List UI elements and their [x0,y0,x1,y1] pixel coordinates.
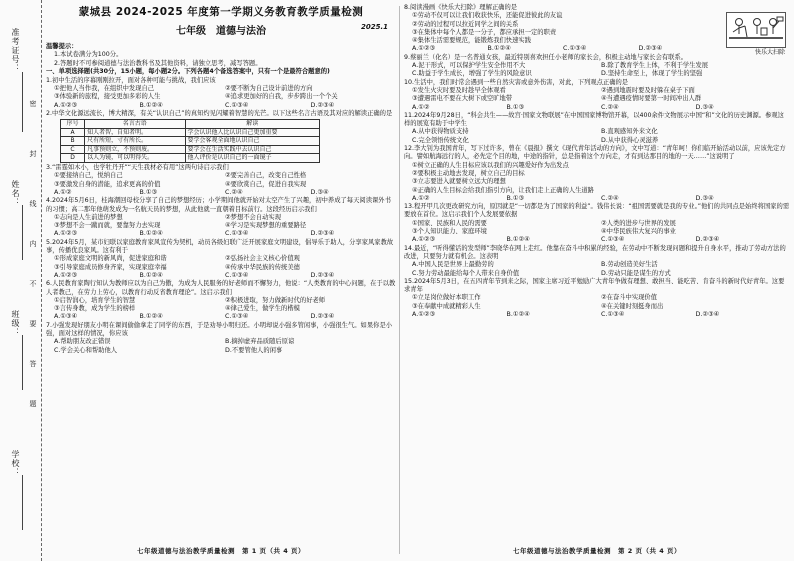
seal-char: 答 [29,360,37,367]
answer-choice[interactable]: B.①②④ [139,101,163,109]
page-divider [399,6,400,554]
option: ③个人知识能力、家庭环境 [412,228,487,236]
page-footer: 七年级道德与法治教学质量检测 第 1 页（共 4 页） [136,547,306,555]
question-3 [46,164,396,197]
answer-choice[interactable]: D.②③④ [638,45,663,53]
question-15 [404,278,790,319]
table-cell: B [61,137,85,146]
option: ①志向是人生前进的梦想 [54,213,123,221]
option: ③遭遇雷电不要在大树下或空旷地带 [412,95,513,103]
answer-choice[interactable]: C.努力劳动最能给每个人带来自身价值 [412,269,520,277]
class-label: 班级： [11,310,20,337]
answer-choice[interactable]: C.①③④ [563,45,587,53]
answer-choice[interactable]: A.①② [412,194,430,202]
question-13 [404,203,790,244]
option: ③立志要进入就要树立远大的理想 [412,178,506,186]
answer-choice[interactable]: B.①③ [139,188,158,196]
binding-strip [0,0,42,561]
answer-choice[interactable]: B.①②④ [139,230,163,238]
answer-choice[interactable]: A.①② [54,188,72,196]
page-2 [404,4,790,557]
table-cell: 凡事预则立，不预则废。 [85,145,185,154]
answer-choice[interactable]: A.①②③ [54,271,78,279]
answer-choice[interactable]: B.直观感知外来文化 [601,128,658,136]
answer-choice[interactable]: A.①②③ [412,45,436,53]
answer-choice[interactable]: D.③④ [695,194,714,202]
answer-choice[interactable]: B.摘掉虚弃品质随后原谅 [225,338,295,346]
tips-heading: 温馨提示： [46,43,78,50]
answer-choice[interactable]: C.学会关心和帮助他人 [54,346,118,354]
option: ②弘扬社会主义核心价值观 [225,255,300,263]
question-stem: 7.小强发现好朋友小明在课间偷偷拿走了同学的东西，于是劝导小明归还。小明却说小强多管闲事，小强很生气。如果你是小强，面对这样的情况，你应该 [46,321,393,338]
question-stem: 11.2024年9月28日，“科会共生——故宫·国家文物联展”在中国国家博物馆开幕，以400余件文物展示中国“和”文化的历史渊源。参观这样的展览有助于中学生 [404,111,784,128]
answer-choice[interactable]: A.中国人民是世界上最勤劳的 [412,261,494,269]
option: ①立足岗位做好本职工作 [412,294,481,302]
answer-choice[interactable]: D.③④ [695,103,714,111]
option: ③在奉献中成就精彩人生 [412,302,481,310]
option: ②要完善自己，改变自己性格 [225,172,307,180]
answer-choice[interactable]: B.劳动创造美好生活 [601,261,658,269]
table-cell: D [61,154,85,163]
question-stem: 2.中华文化源远流长，博大精深，有关“认识自己”的真知灼见闪耀着智慧的光芒。以下这些名言古语及其对应的解读正确的是 [46,109,393,117]
school-line [22,475,23,530]
question-6 [46,280,396,321]
answer-choice[interactable]: B.①②④ [506,310,530,318]
question-10 [404,79,790,112]
answer-choice[interactable]: C.完全领悟传统文化 [412,136,469,144]
option: ①把他人当作我，在组织中发现自己 [54,84,155,92]
answer-choice[interactable]: C.①③④ [225,313,249,321]
option: ②劳动的过程可以拉近同学之间的关系 [412,20,519,28]
answer-choice[interactable]: C.②④ [225,188,243,196]
answer-choice[interactable]: D.不要管他人的闲事 [225,346,283,354]
tip-line: 1.本试卷满分为100分。 [54,51,123,59]
option: ②遇到地震时要及时躲在桌子下面 [601,86,695,94]
question-stem: 14.最近，“听得懂话的发型师”李晓华在网上走红。他靠在奋斗中积累的经验，在劳动中不断发现问题和提升自身水平，推动了劳动方法的改进，只要努力就有机会。这表明 [404,244,786,260]
answer-choice[interactable]: B.①③ [506,103,525,111]
answer-choice[interactable]: D.③④ [310,188,329,196]
answer-choice[interactable]: A.帮助朋友改正错误 [54,338,111,346]
answer-choice[interactable]: A.①②③ [412,310,436,318]
option: ①启智润心，培育学生的智慧 [54,296,136,304]
answer-choice[interactable]: C.②④ [601,194,619,202]
exam-title: 蒙城县 2024-2025 年度第一学期义务教育教学质量检测 [78,6,364,18]
answer-choice[interactable]: D.从中获得心灵滋养 [601,136,659,144]
option: ④集体生活需要规范，能锻炼我们快速实践 [412,37,531,45]
answer-choice[interactable]: A.①③④ [54,313,78,321]
answer-choice[interactable]: B.①③ [506,194,525,202]
table-cell: 尺有所短，寸有所长。 [85,137,185,146]
option: ②人类的进步与世界的发展 [601,219,676,227]
question-stem: 1.初中生活的序幕刚刚拉开，面对各种可能与挑战，我们应该 [46,76,216,84]
question-stem: 5.2024年5月，某市妇联以家庭教育家风宣传为契机，动员各级妇联广泛开展家庭文明建设，倡导乐于助人，分享家风家教故事，传播优良家风。这有利于 [46,238,394,255]
question-stem: 15.2024年5月3日，在五四青年节到来之际，国家主席习近平勉励广大青年争做有理想、敢担当、能吃苦、肯奋斗的新时代好青年。这要求青年 [404,277,785,294]
table-cell: 以人为镜，可以明得失。 [85,154,185,163]
answer-choice[interactable]: D.②③④ [310,313,335,321]
option: ③在集体中每个人都是一分子，都应承担一定的职责 [412,28,557,36]
option: ④在关键时刻挺身而出 [601,302,664,310]
table-cell: 要学会客观全面地认识自己 [185,137,319,146]
seal-char: 要 [29,320,37,327]
cartoon-image [726,12,786,57]
option: ②积极进取，努力做新时代的好老师 [225,296,326,304]
option: ④当遭遇疫情时要第一时间冲出人群 [601,95,702,103]
answer-choice[interactable]: C.助益于学生成长，增强了学生的风险意识 [412,70,532,78]
question-stem: 4.2024年5月6日，桂海潮回母校分享了自己的梦想经历；小学期间他就开始对太空产生了兴趣，初中养成了每天阅读课外书的习惯；高二那年他萌发成为一名航天员的梦想，从此他就一直朝着目标前行。这段经历启示我们 [46,197,391,213]
answer-choice[interactable]: C.①③④ [601,310,625,318]
option: ②梦想不会自动实现 [225,213,282,221]
table-header: 名言古语 [85,120,185,129]
seal-char: 内 [29,240,37,247]
exam-number-line [22,72,23,132]
answer-choice[interactable]: D.②③④ [310,101,335,109]
seal-char: 密 [29,100,37,107]
answer-choice[interactable]: A.泥干形式，可以保护学生安全作用不大 [412,62,526,70]
answer-choice[interactable]: C.①③④ [225,271,249,279]
page-1 [46,4,396,557]
option: ①要接纳自己，悦纳自己 [54,172,123,180]
question-2 [46,110,396,163]
answer-choice[interactable]: B.①②④ [487,45,511,53]
table-cell: 学会认识他人比认识自己更加重要 [185,128,319,137]
answer-choice[interactable]: D.②③④ [695,236,720,244]
page-footer: 七年级道德与法治教学质量检测 第 2 页（共 4 页） [512,547,682,555]
question-stem: 12.李大钊为我国青年，写下过许多，曾在《晨报》撰文《现代青年活动的方向》，文中写道：“青年呵！你们临开始活动以前，应该先定方向。譬如航海远行的人，必先定个目的地，中途的指针，总是指着这个方向走，才有到达那目的地的一天……”这说明了 [404,145,786,161]
option: ③引导家庭成员修身齐家，实现家庭幸福 [54,263,167,271]
answer-choice[interactable]: C.②④ [601,103,619,111]
question-12 [404,145,790,203]
option: ③要激发自身的潜能，追求更高的价值 [54,180,161,188]
answer-choice[interactable]: A.①②③ [54,230,78,238]
option: ④追求更加好的自我，步步跨出一个个关 [225,93,338,101]
option: ②在奋斗中实现价值 [601,294,658,302]
question-9 [404,54,790,79]
option: ③梦想不会一蹴而就，要靠努力去实现 [54,222,161,230]
option: ②要积极主动地去发现，树立自己的目标 [412,169,525,177]
table-row [61,145,320,154]
question-stem: 3.“雷霆如木小，也学牡丹开”“天生我材必有用”这两句诗启示我们 [46,164,229,172]
answer-choice[interactable]: D.坚持生命至上，体现了学生的坚强 [601,70,703,78]
table-row [61,137,320,146]
section-heading: 一、单项选择题(共30分，15小题，每小题2分。下列各题4个备选答案中，只有一个是最符合题意的) [46,68,330,76]
question-stem: 13.程开甲几次更改研究方向，原因就是“一切都是为了国家的利益”。钱伟长说：“祖国需要就是我的专业。”他们的共同点是始终将国家的需要放在首位。这启示我们个人发展要依据 [404,203,790,219]
question-stem: 9.蔡丽兰（化名）是一名普通女孩，最近特别喜欢担任小老师的家长会，积极主动地与家长会有联系。 [404,53,688,61]
cartoon-caption: 快乐大扫除 [754,49,785,57]
option: ①国家、民族和人民的需要 [412,219,487,227]
answer-choice[interactable]: A.①② [412,103,430,111]
table-cell: C [61,145,85,154]
quote-table [60,119,320,163]
question-stem: 6.人民教育家陶行知认为教师应以为自己为傲，为成为人民服务的好老师而不懈努力，他说：“人类教育的中心问题，在于以教人者教己，在劳力上劳心，以教育行动反省教育理论”。这启示我们 [46,280,396,296]
question-4 [46,197,396,238]
option: ④正确的人生目标会给我们指引方向，让我们走上正确的人生道路 [412,186,594,194]
exam-subtitle [46,22,396,37]
question-1 [46,77,396,110]
table-cell: 要学会在生活实践中去认识自己 [185,145,319,154]
table-row [61,154,320,163]
answer-choice[interactable]: D.②③④ [310,271,335,279]
option: ③体验新的旅程，接受更加多彩的人生 [54,93,161,101]
question-stem: 8.阅读漫画《快乐大扫除》理解正确的是 [404,4,518,11]
answer-choice[interactable]: A.从中获得物质支持 [412,128,469,136]
question-stem: 10.生活中，我们时常会遇到一些自然灾害或意外伤害，对此，下列观点正确的是 [404,78,629,86]
name-line [22,205,23,260]
table-header: 解读 [185,120,319,129]
answer-choice[interactable]: D.②③④ [695,310,720,318]
option: ④中华民族伟大复兴的事业 [601,228,676,236]
question-14 [404,245,790,278]
tips-block [46,43,396,77]
exam-number-label: 准考证号： [11,28,20,73]
answer-choice[interactable]: A.①②③ [412,236,436,244]
option: ③言传身教，成为学生的榜样 [54,305,136,313]
question-11 [404,112,790,145]
answer-choice[interactable]: A.①②③ [54,101,78,109]
option: ④学习是实现梦想的重要路径 [225,222,307,230]
option: ①发生火灾时要及时趁早全体观看 [412,86,506,94]
answer-choice[interactable]: B.①②④ [139,271,163,279]
seal-char: 线 [29,200,37,207]
name-label: 姓名： [11,180,20,207]
question-5 [46,239,396,280]
table-cell: A [61,128,85,137]
option: ①形成家庭文明的新风尚，促进家庭和谐 [54,255,167,263]
answer-choice[interactable]: C.①③④ [225,230,249,238]
option: ④要欣赏自己，促进自我实现 [225,180,307,188]
answer-choice[interactable]: B.除了教育学生上体，不利于学生发展 [601,62,709,70]
option: ④传承中华民族的传统美德 [225,263,300,271]
cleaning-cartoon-icon [727,13,785,47]
option: ②要不断为自己设计前进的方向 [225,84,313,92]
option: ①劳动不仅可以让我们收获快乐，还能促进彼此的友谊 [412,12,563,20]
question-7 [46,322,396,355]
seal-char: 不 [29,280,37,287]
table-row [61,128,320,137]
seal-char: 题 [29,400,37,407]
tip-line: 2.答题时不可参阅道德与法治教科书及其他资料，请独立思考，减写答题。 [54,59,262,67]
answer-choice[interactable]: B.①②④ [506,236,530,244]
option: ①树立正确的人生目标应该以我们的兴趣爱好作为出发点 [412,161,569,169]
seal-char: 封 [29,150,37,157]
table-cell: 知人者智，自知者明。 [85,128,185,137]
answer-choice[interactable]: C.①③④ [225,101,249,109]
option: ④律己爱生，做学生的楷模 [225,305,300,313]
answer-choice[interactable]: D.劳动只能是谋生的方式 [601,269,671,277]
exam-date: 2025.1 [360,23,388,31]
subject-title: 七年级 道德与法治 [176,26,266,37]
table-header: 序号 [61,120,85,129]
answer-choice[interactable]: B.①②④ [139,313,163,321]
class-line [22,335,23,390]
table-cell: 他人评价是认识自己的一面镜子 [185,154,319,163]
answer-choice[interactable]: D.②③④ [310,230,335,238]
answer-choice[interactable]: C.①③④ [601,236,625,244]
school-label: 学校： [11,450,20,477]
